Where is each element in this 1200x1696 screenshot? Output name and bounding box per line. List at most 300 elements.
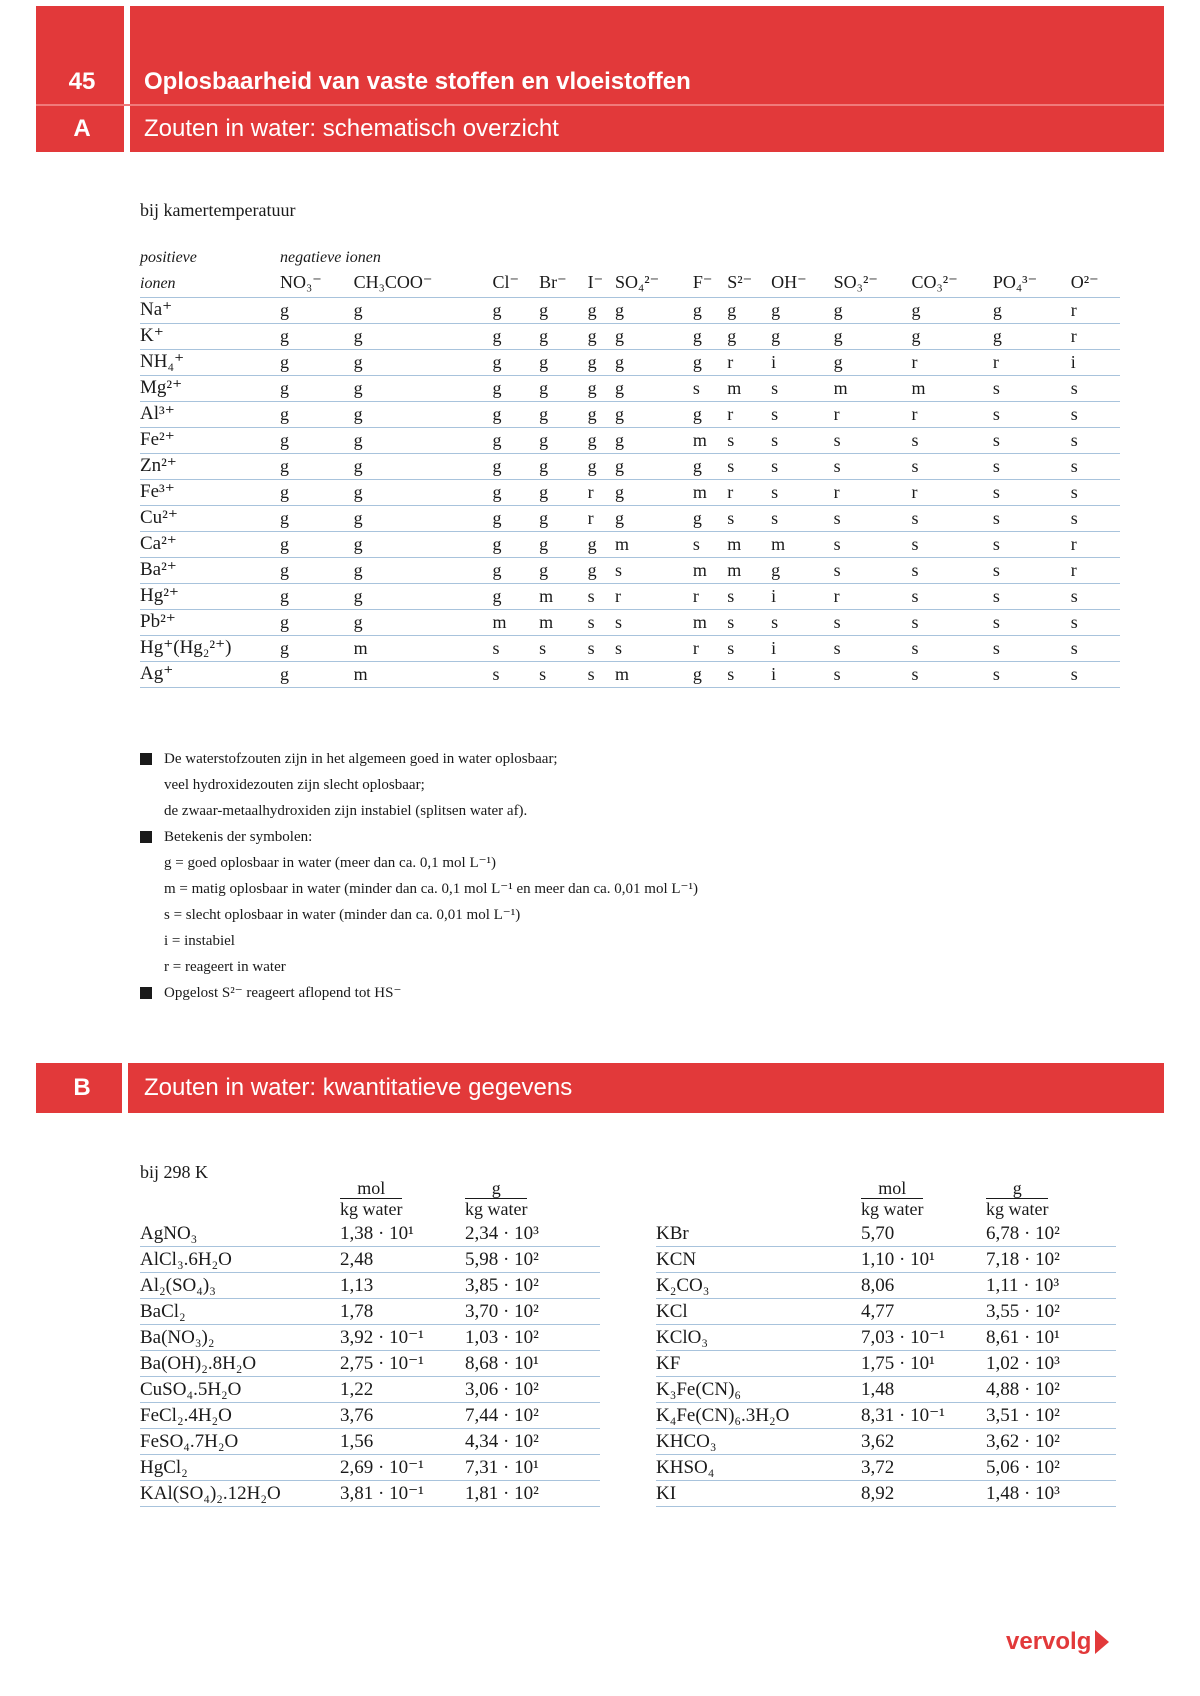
- cation-label: Ca²⁺: [140, 531, 280, 557]
- table-row: [140, 375, 1120, 401]
- solubility-cell: m: [912, 375, 993, 401]
- solubility-cell: s: [993, 505, 1071, 531]
- solubility-cell: r: [727, 349, 771, 375]
- solubility-cell: s: [993, 427, 1071, 453]
- unit-g-denominator: kg water: [986, 1199, 1049, 1219]
- salt-name: KHCO₃: [656, 1428, 861, 1454]
- solubility-cell: s: [912, 531, 993, 557]
- solubility-cell: g: [354, 297, 493, 323]
- table-row: [656, 1480, 1116, 1506]
- salt-name: K₂CO₃: [656, 1272, 861, 1298]
- solubility-cell: g: [834, 323, 912, 349]
- table-row: [140, 557, 1120, 583]
- mol-value: 2,75 · 10⁻¹: [340, 1350, 465, 1376]
- solubility-cell: g: [771, 323, 834, 349]
- bullet-icon: [140, 831, 152, 843]
- table-row: [140, 479, 1120, 505]
- section-b-condition: bij 298 K: [140, 1162, 209, 1182]
- solubility-cell: g: [280, 453, 354, 479]
- solubility-cell: m: [354, 661, 493, 687]
- table-row: [140, 1428, 600, 1454]
- solubility-cell: s: [993, 453, 1071, 479]
- solubility-cell: g: [492, 505, 539, 531]
- solubility-cell: i: [771, 349, 834, 375]
- solubility-cell: r: [912, 349, 993, 375]
- note-1-line-2: veel hydroxidezouten zijn slecht oplosbaar;: [164, 777, 425, 793]
- solubility-cell: s: [1071, 401, 1120, 427]
- gram-value: 1,81 · 10²: [465, 1480, 600, 1506]
- solubility-cell: s: [615, 609, 693, 635]
- cation-label: Cu²⁺: [140, 505, 280, 531]
- solubility-cell: g: [615, 375, 693, 401]
- solubility-cell: s: [912, 661, 993, 687]
- gram-value: 3,70 · 10²: [465, 1298, 600, 1324]
- mol-value: 3,76: [340, 1402, 465, 1428]
- gram-value: 1,11 · 10³: [986, 1272, 1116, 1298]
- solubility-cell: g: [539, 427, 587, 453]
- gram-value: 7,31 · 10¹: [465, 1454, 600, 1480]
- table-row: [140, 583, 1120, 609]
- solubility-cell: s: [539, 635, 587, 661]
- mol-value: 1,78: [340, 1298, 465, 1324]
- gram-value: 5,98 · 10²: [465, 1246, 600, 1272]
- cation-label: Fe²⁺: [140, 427, 280, 453]
- solubility-cell: g: [693, 661, 727, 687]
- solubility-cell: g: [539, 453, 587, 479]
- solubility-cell: r: [1071, 531, 1120, 557]
- section-b-letter: B: [36, 1063, 128, 1113]
- row-header-label-1: positieve: [140, 249, 197, 266]
- solubility-cell: s: [834, 635, 912, 661]
- table-row: [656, 1246, 1116, 1272]
- solubility-cell: g: [539, 557, 587, 583]
- solubility-cell: g: [539, 349, 587, 375]
- mol-value: 4,77: [861, 1298, 986, 1324]
- solubility-cell: g: [354, 479, 493, 505]
- solubility-cell: s: [771, 401, 834, 427]
- chapter-title: Oplosbaarheid van vaste stoffen en vloeistoffen: [128, 58, 1164, 106]
- mol-value: 2,48: [340, 1246, 465, 1272]
- salt-name: Al₂(SO₄)₃: [140, 1272, 340, 1298]
- solubility-cell: g: [588, 375, 615, 401]
- solubility-cell: g: [588, 297, 615, 323]
- note-2-title: Betekenis der symbolen:: [164, 829, 313, 845]
- gram-value: 3,51 · 10²: [986, 1402, 1116, 1428]
- solubility-cell: g: [492, 453, 539, 479]
- solubility-cell: g: [280, 479, 354, 505]
- solubility-cell: m: [492, 609, 539, 635]
- solubility-cell: s: [912, 583, 993, 609]
- table-row: [140, 427, 1120, 453]
- gram-value: 6,78 · 10²: [986, 1220, 1116, 1246]
- solubility-cell: g: [539, 375, 587, 401]
- unit-mol-denominator: kg water: [340, 1199, 403, 1219]
- mol-value: 1,13: [340, 1272, 465, 1298]
- mol-value: 1,75 · 10¹: [861, 1350, 986, 1376]
- column-group-label: negatieve ionen: [280, 249, 381, 266]
- solubility-cell: g: [912, 323, 993, 349]
- solubility-cell: r: [727, 479, 771, 505]
- solubility-cell: g: [280, 505, 354, 531]
- solubility-cell: s: [834, 531, 912, 557]
- solubility-cell: g: [492, 427, 539, 453]
- section-b-divider: [122, 1063, 128, 1113]
- gram-value: 4,88 · 10²: [986, 1376, 1116, 1402]
- solubility-cell: r: [1071, 297, 1120, 323]
- solubility-cell: g: [834, 297, 912, 323]
- anion-header: Cl⁻: [492, 271, 539, 297]
- solubility-data-left-table: [140, 1178, 600, 1507]
- solubility-cell: s: [727, 427, 771, 453]
- cation-label: Hg²⁺: [140, 583, 280, 609]
- salt-name: KClO₃: [656, 1324, 861, 1350]
- anion-header: SO₄²⁻: [615, 271, 693, 297]
- gram-value: 5,06 · 10²: [986, 1454, 1116, 1480]
- solubility-cell: s: [1071, 609, 1120, 635]
- table-row: [656, 1298, 1116, 1324]
- solubility-cell: g: [615, 297, 693, 323]
- solubility-cell: g: [771, 297, 834, 323]
- arrow-right-icon: [1095, 1630, 1109, 1654]
- anion-header: SO₃²⁻: [834, 271, 912, 297]
- solubility-cell: g: [539, 531, 587, 557]
- table-row: [140, 401, 1120, 427]
- solubility-cell: g: [280, 661, 354, 687]
- bullet-icon: [140, 987, 152, 999]
- solubility-cell: s: [771, 453, 834, 479]
- solubility-cell: m: [693, 479, 727, 505]
- solubility-cell: s: [834, 453, 912, 479]
- table-row: [656, 1428, 1116, 1454]
- solubility-cell: s: [588, 583, 615, 609]
- cation-label: Ag⁺: [140, 661, 280, 687]
- table-row: [140, 505, 1120, 531]
- solubility-cell: s: [912, 635, 993, 661]
- solubility-cell: g: [492, 557, 539, 583]
- salt-name: FeCl₂.4H₂O: [140, 1402, 340, 1428]
- note-1-line-3: de zwaar-metaalhydroxiden zijn instabiel (splitsen water af).: [164, 803, 528, 819]
- solubility-cell: g: [492, 349, 539, 375]
- solubility-cell: s: [993, 401, 1071, 427]
- solubility-cell: g: [492, 297, 539, 323]
- table-row: [140, 1246, 600, 1272]
- symbol-s: s = slecht oplosbaar in water (minder dan ca. 0,01 mol L⁻¹): [164, 907, 521, 923]
- notes-block: [140, 746, 698, 1006]
- mol-value: 7,03 · 10⁻¹: [861, 1324, 986, 1350]
- table-row: [140, 635, 1120, 661]
- mol-value: 3,92 · 10⁻¹: [340, 1324, 465, 1350]
- section-a-title: Zouten in water: schematisch overzicht: [128, 106, 1164, 152]
- salt-name: KBr: [656, 1220, 861, 1246]
- anion-header: OH⁻: [771, 271, 834, 297]
- solubility-cell: g: [354, 427, 493, 453]
- header-divider: [124, 6, 130, 152]
- mol-value: 1,10 · 10¹: [861, 1246, 986, 1272]
- gram-value: 1,03 · 10²: [465, 1324, 600, 1350]
- solubility-cell: m: [727, 375, 771, 401]
- solubility-cell: g: [280, 635, 354, 661]
- symbol-r: r = reageert in water: [164, 959, 286, 975]
- solubility-cell: g: [539, 297, 587, 323]
- solubility-cell: i: [1071, 349, 1120, 375]
- table-row: [140, 1480, 600, 1506]
- mol-value: 3,72: [861, 1454, 986, 1480]
- solubility-cell: g: [280, 427, 354, 453]
- solubility-cell: s: [615, 557, 693, 583]
- section-a-condition: bij kamertemperatuur: [140, 200, 296, 220]
- solubility-cell: s: [912, 557, 993, 583]
- table-row: [140, 453, 1120, 479]
- solubility-cell: g: [727, 297, 771, 323]
- mol-value: 5,70: [861, 1220, 986, 1246]
- solubility-cell: s: [912, 427, 993, 453]
- solubility-cell: m: [693, 609, 727, 635]
- salt-name: AgNO₃: [140, 1220, 340, 1246]
- solubility-cell: s: [993, 375, 1071, 401]
- solubility-cell: g: [280, 401, 354, 427]
- mol-value: 8,31 · 10⁻¹: [861, 1402, 986, 1428]
- solubility-cell: m: [727, 531, 771, 557]
- mol-value: 1,56: [340, 1428, 465, 1454]
- anion-header: Br⁻: [539, 271, 587, 297]
- solubility-cell: s: [1071, 583, 1120, 609]
- anion-header: S²⁻: [727, 271, 771, 297]
- solubility-cell: s: [727, 583, 771, 609]
- table-row: [656, 1220, 1116, 1246]
- salt-name: KF: [656, 1350, 861, 1376]
- solubility-cell: g: [354, 375, 493, 401]
- solubility-cell: s: [693, 375, 727, 401]
- anion-header: F⁻: [693, 271, 727, 297]
- solubility-cell: s: [1071, 427, 1120, 453]
- section-a-letter: A: [36, 106, 128, 152]
- solubility-cell: s: [993, 557, 1071, 583]
- anion-header: CO₃²⁻: [912, 271, 993, 297]
- solubility-cell: m: [615, 661, 693, 687]
- solubility-cell: r: [834, 401, 912, 427]
- unit-g-numerator: g: [986, 1178, 1048, 1199]
- salt-name: KCN: [656, 1246, 861, 1272]
- solubility-cell: g: [588, 531, 615, 557]
- unit-g-numerator: g: [465, 1178, 527, 1199]
- header-top-strip: [36, 6, 1164, 58]
- anion-header: CH₃COO⁻: [354, 271, 493, 297]
- solubility-cell: g: [588, 401, 615, 427]
- cation-label: Hg⁺(Hg₂²⁺): [140, 635, 280, 661]
- solubility-cell: s: [588, 609, 615, 635]
- solubility-cell: g: [771, 557, 834, 583]
- solubility-cell: g: [354, 609, 493, 635]
- table-row: [656, 1272, 1116, 1298]
- table-row: [656, 1350, 1116, 1376]
- solubility-cell: r: [615, 583, 693, 609]
- solubility-cell: m: [693, 557, 727, 583]
- anion-header: I⁻: [588, 271, 615, 297]
- solubility-cell: s: [588, 635, 615, 661]
- mol-value: 2,69 · 10⁻¹: [340, 1454, 465, 1480]
- solubility-cell: g: [693, 453, 727, 479]
- solubility-cell: r: [588, 479, 615, 505]
- cation-label: Mg²⁺: [140, 375, 280, 401]
- solubility-cell: s: [993, 531, 1071, 557]
- table-row: [140, 323, 1120, 349]
- salt-name: FeSO₄.7H₂O: [140, 1428, 340, 1454]
- solubility-cell: g: [693, 323, 727, 349]
- solubility-cell: m: [615, 531, 693, 557]
- solubility-cell: m: [693, 427, 727, 453]
- table-row: [140, 297, 1120, 323]
- solubility-cell: s: [588, 661, 615, 687]
- solubility-cell: s: [727, 661, 771, 687]
- solubility-cell: r: [1071, 557, 1120, 583]
- solubility-cell: g: [588, 349, 615, 375]
- unit-g-denominator: kg water: [465, 1199, 528, 1219]
- chapter-number: 45: [36, 58, 128, 106]
- solubility-cell: g: [615, 427, 693, 453]
- continue-label: vervolg: [1006, 1628, 1092, 1655]
- solubility-cell: i: [771, 583, 834, 609]
- table-row: [140, 609, 1120, 635]
- solubility-cell: g: [727, 323, 771, 349]
- salt-name: AlCl₃.6H₂O: [140, 1246, 340, 1272]
- solubility-cell: g: [615, 505, 693, 531]
- solubility-cell: g: [354, 505, 493, 531]
- gram-value: 2,34 · 10³: [465, 1220, 600, 1246]
- solubility-cell: g: [693, 349, 727, 375]
- solubility-cell: r: [993, 349, 1071, 375]
- solubility-cell: g: [588, 427, 615, 453]
- solubility-cell: s: [834, 427, 912, 453]
- continue-link[interactable]: [1006, 1628, 1109, 1656]
- solubility-cell: i: [771, 661, 834, 687]
- solubility-cell: g: [354, 401, 493, 427]
- row-header-label-2: ionen: [140, 271, 280, 297]
- solubility-cell: s: [727, 609, 771, 635]
- table-row: [140, 1454, 600, 1480]
- solubility-cell: r: [588, 505, 615, 531]
- mol-value: 1,22: [340, 1376, 465, 1402]
- symbol-i: i = instabiel: [164, 933, 235, 949]
- table-row: [140, 349, 1120, 375]
- cation-label: Fe³⁺: [140, 479, 280, 505]
- solubility-cell: g: [993, 297, 1071, 323]
- solubility-cell: g: [492, 531, 539, 557]
- salt-name: K₄Fe(CN)₆.3H₂O: [656, 1402, 861, 1428]
- gram-value: 1,02 · 10³: [986, 1350, 1116, 1376]
- solubility-cell: r: [834, 583, 912, 609]
- bullet-icon: [140, 753, 152, 765]
- cation-label: Pb²⁺: [140, 609, 280, 635]
- salt-name: Ba(NO₃)₂: [140, 1324, 340, 1350]
- mol-value: 3,81 · 10⁻¹: [340, 1480, 465, 1506]
- solubility-cell: s: [492, 635, 539, 661]
- cation-label: Al³⁺: [140, 401, 280, 427]
- solubility-cell: g: [588, 453, 615, 479]
- cation-label: Ba²⁺: [140, 557, 280, 583]
- salt-name: KHSO₄: [656, 1454, 861, 1480]
- salt-name: CuSO₄.5H₂O: [140, 1376, 340, 1402]
- gram-value: 8,61 · 10¹: [986, 1324, 1116, 1350]
- solubility-cell: r: [912, 479, 993, 505]
- anion-header: PO₄³⁻: [993, 271, 1071, 297]
- symbol-g: g = goed oplosbaar in water (meer dan ca. 0,1 mol L⁻¹): [164, 855, 497, 871]
- table-row: [656, 1324, 1116, 1350]
- note-3: Opgelost S²⁻ reageert aflopend tot HS⁻: [164, 985, 402, 1001]
- solubility-cell: m: [539, 609, 587, 635]
- salt-name: KI: [656, 1480, 861, 1506]
- solubility-cell: s: [993, 479, 1071, 505]
- table-row: [140, 531, 1120, 557]
- solubility-cell: r: [1071, 323, 1120, 349]
- solubility-cell: s: [834, 609, 912, 635]
- gram-value: 3,06 · 10²: [465, 1376, 600, 1402]
- solubility-cell: s: [993, 661, 1071, 687]
- solubility-cell: g: [834, 349, 912, 375]
- gram-value: 8,68 · 10¹: [465, 1350, 600, 1376]
- unit-mol-denominator: kg water: [861, 1199, 924, 1219]
- table-row: [140, 1402, 600, 1428]
- solubility-cell: s: [727, 453, 771, 479]
- solubility-cell: g: [280, 531, 354, 557]
- unit-mol-numerator: mol: [340, 1178, 402, 1199]
- solubility-cell: s: [771, 505, 834, 531]
- solubility-cell: s: [912, 609, 993, 635]
- solubility-cell: g: [354, 531, 493, 557]
- table-row: [140, 1298, 600, 1324]
- table-row: [140, 1324, 600, 1350]
- solubility-cell: g: [354, 557, 493, 583]
- solubility-cell: g: [588, 557, 615, 583]
- cation-label: Zn²⁺: [140, 453, 280, 479]
- solubility-cell: m: [834, 375, 912, 401]
- solubility-cell: g: [280, 349, 354, 375]
- solubility-cell: g: [615, 401, 693, 427]
- table-row: [656, 1454, 1116, 1480]
- solubility-cell: g: [615, 479, 693, 505]
- solubility-cell: g: [492, 479, 539, 505]
- solubility-cell: s: [693, 531, 727, 557]
- solubility-cell: s: [1071, 375, 1120, 401]
- gram-value: 4,34 · 10²: [465, 1428, 600, 1454]
- solubility-cell: g: [539, 323, 587, 349]
- solubility-cell: g: [354, 349, 493, 375]
- solubility-cell: g: [693, 297, 727, 323]
- mol-value: 8,92: [861, 1480, 986, 1506]
- table-row: [140, 1376, 600, 1402]
- table-row: [140, 1272, 600, 1298]
- salt-name: KAl(SO₄)₂.12H₂O: [140, 1480, 340, 1506]
- solubility-cell: m: [727, 557, 771, 583]
- solubility-cell: r: [693, 635, 727, 661]
- gram-value: 7,44 · 10²: [465, 1402, 600, 1428]
- section-b-title: Zouten in water: kwantitatieve gegevens: [128, 1063, 1164, 1113]
- solubility-cell: s: [993, 609, 1071, 635]
- table-row: [140, 1350, 600, 1376]
- solubility-cell: s: [727, 505, 771, 531]
- solubility-cell: m: [354, 635, 493, 661]
- solubility-cell: s: [1071, 453, 1120, 479]
- unit-mol-numerator: mol: [861, 1178, 923, 1199]
- solubility-data-right-table: [656, 1178, 1116, 1507]
- solubility-cell: g: [492, 375, 539, 401]
- solubility-cell: g: [492, 323, 539, 349]
- mol-value: 1,48: [861, 1376, 986, 1402]
- solubility-cell: g: [993, 323, 1071, 349]
- solubility-cell: m: [539, 583, 587, 609]
- solubility-cell: i: [771, 635, 834, 661]
- solubility-cell: g: [354, 583, 493, 609]
- solubility-cell: r: [912, 401, 993, 427]
